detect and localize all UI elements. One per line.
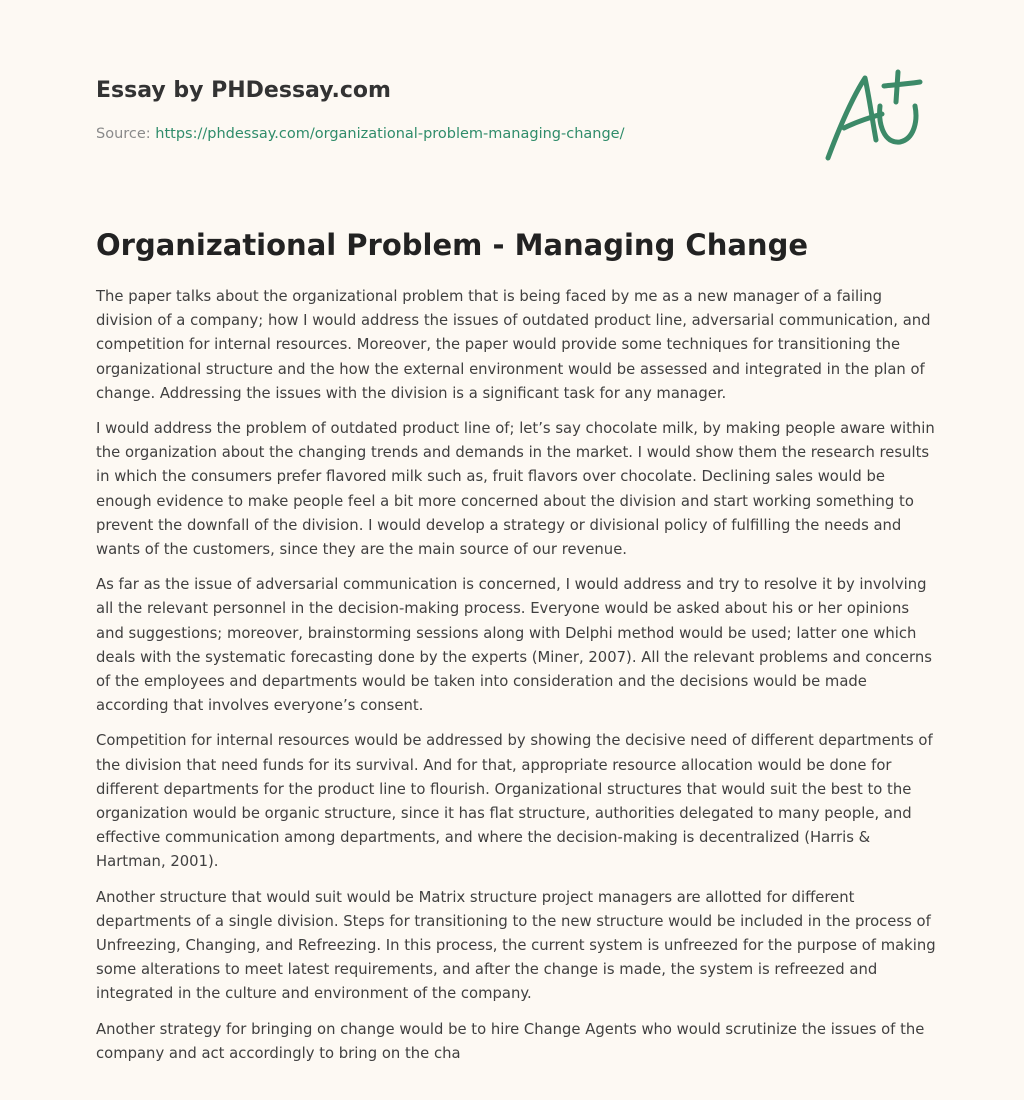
essay-paragraph: Competition for internal resources would be addressed by showing the decisive need of different departments of the division that need funds for its survival. And for that, appropriate resource allocation would be done for different departments for the product line to flourish. Organizational structures that would suit the best to the organization would be organic structure, since it has flat structure, authorities delegated to many people, and effective communication among departments, and where the decision-making is decentralized (Harris & Hartman, 2001). [96,732,933,871]
essay-paragraph: Another strategy for bringing on change would be to hire Change Agents who would scrutinize the issues of the company and act accordingly to bring on the cha [96,1020,925,1062]
essay-paragraph: I would address the problem of outdated product line of; let’s say chocolate milk, by making people aware within the organization about the changing trends and demands in the market. I would show them the research results in which the consumers prefer flavored milk such as, fruit flavors over chocolate. Declining sales would be enough evidence to make people feel a bit more concerned about the division and start working something to prevent the downfall of the division. I would develop a strategy or divisional policy of fulfilling the needs and wants of the customers, since they are the main source of our revenue. [96,420,935,559]
source-label: Source: [96,126,156,142]
essay-paragraph: As far as the issue of adversarial communication is concerned, I would address and try to resolve it by involving all the relevant personnel in the decision-making process. Everyone would be asked about his or her opinions and suggestions; moreover, brainstorming sessions along with Delphi method would be used; latter one which deals with the systematic forecasting done by the experts (Miner, 2007). All the relevant problems and concerns of the employees and departments would be taken into consideration and the decisions would be made according that involves everyone’s consent. [96,576,932,715]
essay-paragraph: Another structure that would suit would be Matrix structure project managers are allotted for different departments of a single division. Steps for transitioning to the new structure would be included in the process of Unfreezing, Changing, and Refreezing. In this process, the current system is unfreezed for the purpose of making some alterations to meet latest requirements, and after the change is made, the system is refreezed and integrated in the culture and environment of the company. [96,888,936,1003]
essay-title: Organizational Problem - Managing Change [96,228,809,262]
source-line [96,124,625,144]
site-brand: Essay by PHDessay.com [96,78,391,103]
a-plus-grade-icon [818,66,928,166]
essay-body [96,285,936,1077]
source-link[interactable]: https://phdessay.com/organizational-problem-managing-change/ [155,126,625,142]
essay-paragraph: The paper talks about the organizational problem that is being faced by me as a new manager of a failing division of a company; how I would address the issues of outdated product line, adversarial communication, and competition for internal resources. Moreover, the paper would provide some techniques for transitioning the organizational structure and the how the external environment would be assessed and integrated in the plan of change. Addressing the issues with the division is a significant task for any manager. [96,288,931,402]
